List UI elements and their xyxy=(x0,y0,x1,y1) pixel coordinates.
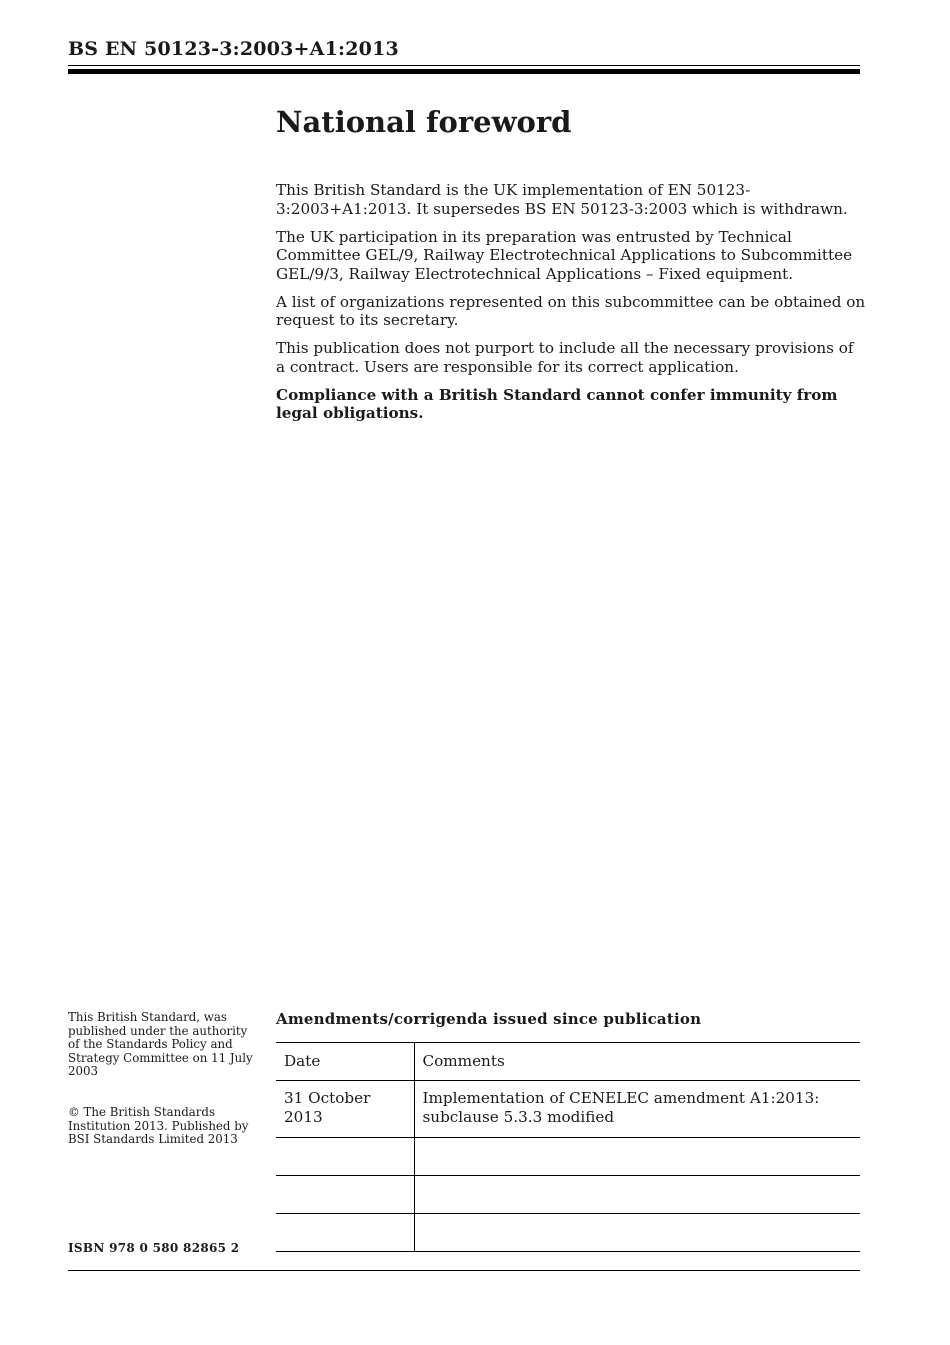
table-row-empty xyxy=(276,1138,860,1176)
amendment-date: 31 October 2013 xyxy=(276,1081,414,1138)
table-row-empty xyxy=(276,1176,860,1214)
header-rule-thick xyxy=(68,69,860,74)
header-rule-thin xyxy=(68,65,860,66)
copyright-note: © The British Standards Institution 2013. Published by BSI Standards Limited 2013 xyxy=(68,1105,249,1147)
table-row-empty xyxy=(276,1214,860,1252)
table-row xyxy=(276,1081,860,1138)
document-id-header: BS EN 50123-3:2003+A1:2013 xyxy=(68,38,399,60)
amendment-comment: Implementation of CENELEC amendment A1:2013: subclause 5.3.3 modified xyxy=(414,1081,860,1138)
foreword-body xyxy=(276,181,866,432)
paragraph-provisions: This publication does not purport to include all the necessary provisions of a contract. Users are responsible for its correct application. xyxy=(276,339,854,376)
amendments-table xyxy=(276,1042,860,1252)
amendments-heading: Amendments/corrigenda issued since publication xyxy=(276,1010,702,1028)
paragraph-organizations: A list of organizations represented on this subcommittee can be obtained on request to its secretary. xyxy=(276,292,866,329)
table-header-row xyxy=(276,1043,860,1081)
footer-rule xyxy=(68,1270,860,1271)
isbn: ISBN 978 0 580 82865 2 xyxy=(68,1241,240,1255)
column-header-date: Date xyxy=(276,1043,414,1081)
paragraph-participation: The UK participation in its preparation was entrusted by Technical Committee GEL/9, Railway Electrotechnical Applications to Subcommittee GEL/9/3, Railway Electrotechnical Applications – Fixed equipment. xyxy=(276,227,853,283)
column-header-comments: Comments xyxy=(414,1043,860,1081)
compliance-statement: Compliance with a British Standard cannot confer immunity from legal obligations. xyxy=(276,385,838,422)
page-title: National foreword xyxy=(276,105,572,139)
paragraph-implementation: This British Standard is the UK implementation of EN 50123-3:2003+A1:2013. It supersedes BS EN 50123-3:2003 which is withdrawn. xyxy=(276,181,848,218)
publication-authority-note: This British Standard, was published under the authority of the Standards Policy and Strategy Committee on 11 July 2003 xyxy=(68,1010,253,1079)
